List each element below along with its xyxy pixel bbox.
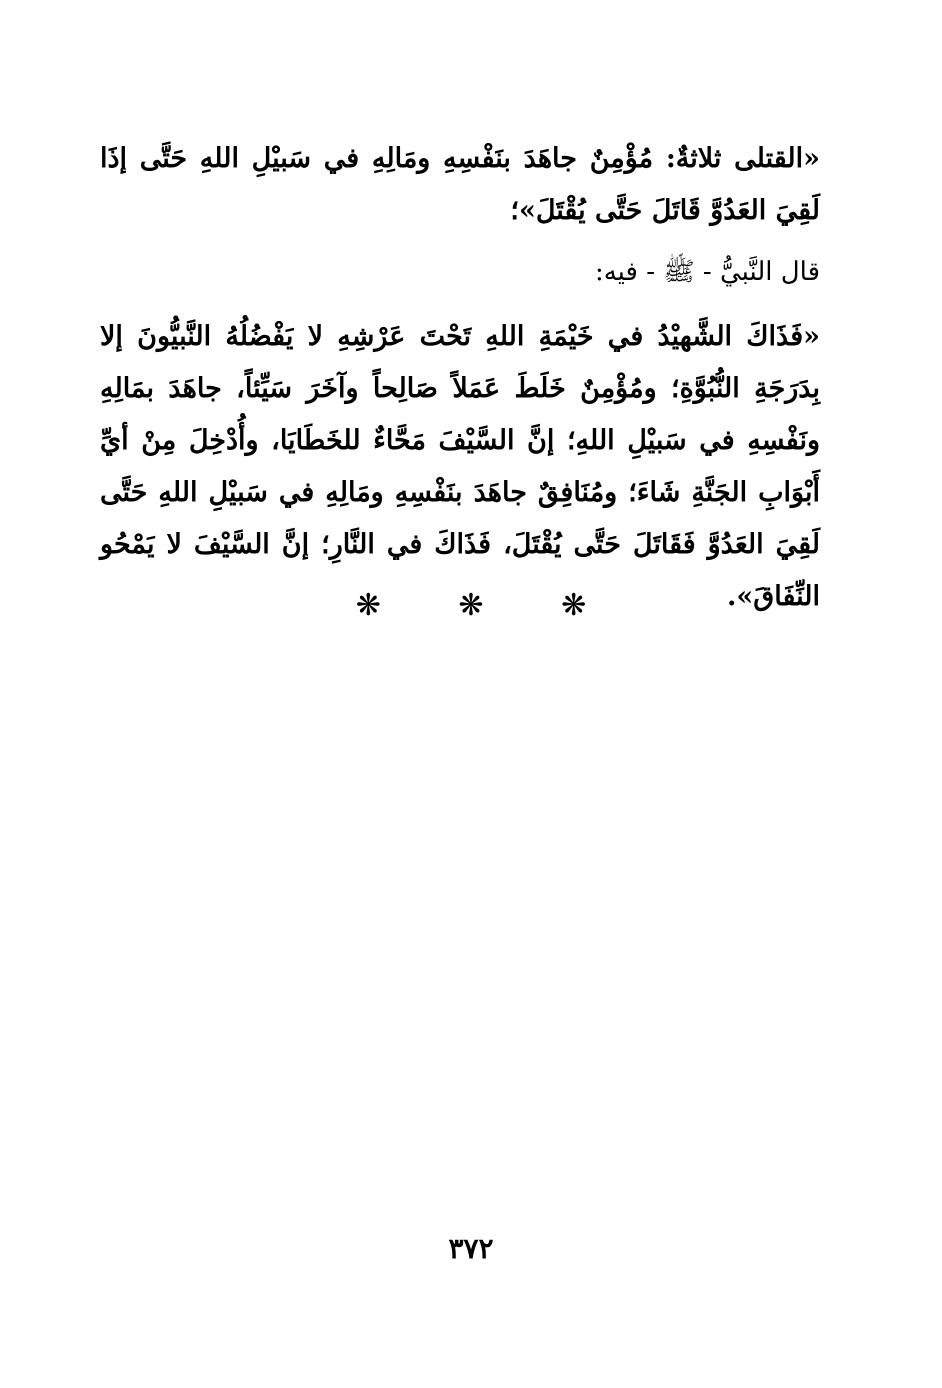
separator-star-icon: ❋ [355,588,381,623]
separator-star-icon: ❋ [458,588,484,623]
separator-star-icon: ❋ [561,588,587,623]
hadith-body-paragraph: «فَذَاكَ الشَّهيْدُ في خَيْمَةِ اللهِ تَحْتَ عَرْشِهِ لا يَفْضُلُهُ النَّبيُّونَ إلا بِدَرَجَةِ النُّبُوَّةِ؛ ومُؤْمِنٌ خَلَطَ عَمَلاً صَالِحاً وآخَرَ سَيِّئاً، جاهَدَ بمَالِهِ ونَفْسِهِ في سَبيْلِ اللهِ؛ إنَّ السَّيْفَ مَحَّاءٌ للخَطَايَا، وأُدْخِلَ مِنْ أيِّ أَبْوَابِ الجَنَّةِ شَاءَ؛ ومُنَافِقٌ جاهَدَ بنَفْسِهِ ومَالِهِ في سَبيْلِ اللهِ حَتَّى لَقِيَ العَدُوَّ فَقَاتَلَ حَتَّى يُقْتَلَ، فَذَاكَ في النَّارِ؛ إنَّ السَّيْفَ لا يَمْحُو النِّفَاقَ». [100,321,820,612]
section-separator [0,588,942,623]
hadith-quote-paragraph: «القتلى ثلاثةٌ: مُؤْمِنٌ جاهَدَ بنَفْسِهِ ومَالِهِ في سَبيْلِ اللهِ حَتَّى إذَا لَقِيَ العَدُوَّ قَاتَلَ حَتَّى يُقْتَلَ»؛ [100,143,820,226]
narration-intro-line: قال النَّبيُّ - ﷺ - فيه: [594,257,820,287]
page-number: ٣٧٢ [448,1232,494,1265]
